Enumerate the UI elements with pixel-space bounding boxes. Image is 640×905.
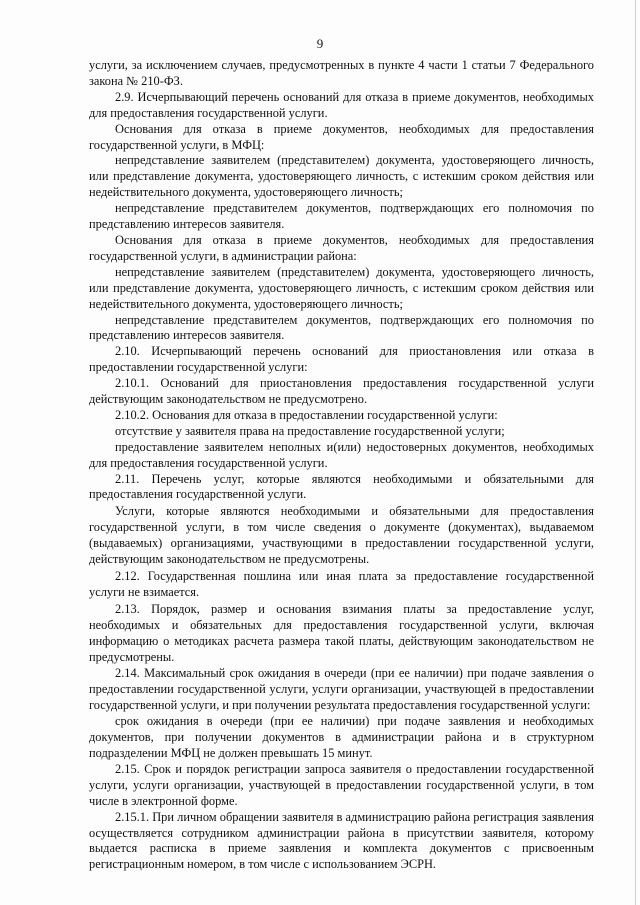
paragraph: услуги, за исключением случаев, предусмотренных в пункте 4 части 1 статьи 7 Федерального закона № 210-ФЗ. [89, 58, 594, 88]
paragraph: 2.10.1. Оснований для приостановления предоставления государственной услуги действующим законодательством не предусмотрено. [89, 376, 594, 407]
paragraph: Основания для отказа в приеме документов, необходимых для предоставления государственной услуги, в МФЦ: [89, 121, 594, 152]
document-body [89, 58, 594, 873]
paragraph: 2.15. Срок и порядок регистрации запроса заявителя о предоставлении государственной услуги, услуги организации, участвующей в предоставлении государственной услуги, в том числе в электронной форме. [89, 761, 594, 808]
paragraph: Услуги, которые являются необходимыми и обязательными для предоставления государственной услуги, в том числе сведения о документе (документах), выдаваемом (выдаваемых) организациями, участвующими в предоставлении государственной услуги, действующим законодательством не предусмотрены. [89, 504, 594, 567]
paragraph: 2.12. Государственная пошлина или иная плата за предоставление государственной услуги не взимается. [89, 569, 594, 599]
paragraph: непредставление представителем документов, подтверждающих его полномочия по представлению интересов заявителя. [89, 201, 594, 232]
paragraph: 2.10. Исчерпывающий перечень оснований для приостановления или отказа в предоставлении государственной услуги: [89, 344, 594, 375]
paragraph: срок ожидания в очереди (при ее наличии) при подаче заявления и необходимых документов, при получении документов в администрации района и в структурном подразделении МФЦ не должен превышать 15 минут. [89, 714, 594, 760]
paragraph: предоставление заявителем неполных и(или) недостоверных документов, необходимых для предоставления государственной услуги. [89, 439, 594, 470]
paragraph: непредставление заявителем (представителем) документа, удостоверяющего личность, или представление документа, удостоверяющего личность, с истекшим сроком действия или недействительного документа, удостоверяющего личность; [89, 264, 594, 311]
paragraph: 2.15.1. При личном обращении заявителя в администрацию района регистрация заявления осуществляется сотрудником администрации района в присутствии заявителя, которому выдается расписка в приеме заявления и комплекта документов с присвоенным регистрационным номером, в том числе с использованием ЭСРН. [89, 809, 594, 872]
paragraph: Основания для отказа в приеме документов, необходимых для предоставления государственной услуги, в администрации района: [89, 232, 594, 263]
paragraph: 2.9. Исчерпывающий перечень оснований для отказа в приеме документов, необходимых для предоставления государственной услуги. [89, 89, 594, 120]
paragraph: 2.10.2. Основания для отказа в предоставлении государственной услуги: [115, 407, 498, 422]
paragraph: 2.11. Перечень услуг, которые являются необходимыми и обязательными для предоставления государственной услуги. [89, 471, 594, 502]
paragraph: 2.13. Порядок, размер и основания взимания платы за предоставление услуг, необходимых и обязательных для предоставления государственной услуги, включая информацию о методиках расчета размера такой платы, действующим законодательством не предусмотрены. [89, 601, 594, 664]
page-edge-divider [635, 0, 636, 905]
paragraph: отсутствие у заявителя права на предоставление государственной услуги; [115, 423, 505, 438]
page-number: 9 [316, 36, 324, 51]
paragraph: непредставление представителем документов, подтверждающих его полномочия по представлению интересов заявителя. [89, 312, 594, 343]
paragraph: непредставление заявителем (представителем) документа, удостоверяющего личность, или представление документа, удостоверяющего личность, с истекшим сроком действия или недействительного документа, удостоверяющего личность; [89, 153, 594, 200]
paragraph: 2.14. Максимальный срок ожидания в очереди (при ее наличии) при подаче заявления о предоставлении государственной услуги, услуги организации, участвующей в предоставлении государственной услуги, и при получении результата предоставления государственной услуги: [89, 666, 594, 713]
